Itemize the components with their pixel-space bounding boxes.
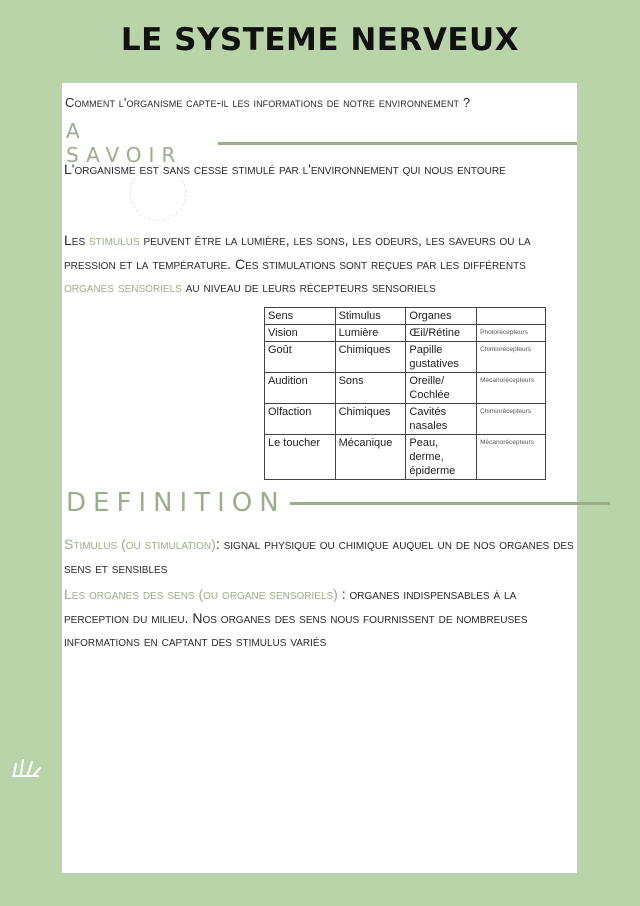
table-header-cell: Stimulus [335,308,406,325]
text-run: Les [64,232,90,248]
section-heading-definition [66,488,610,518]
table-cell: Mécanorécepteurs [477,373,546,404]
heading-rule [218,142,577,145]
text-run: au niveau de leurs récepteurs sensoriels [181,279,436,295]
table-row [265,342,546,373]
table-cell: Mécanorécepteurs [477,435,546,480]
table-cell: Chimiques [335,342,406,373]
table-cell: Chimiques [335,404,406,435]
table-cell: Photorécepteurs [477,325,546,342]
section-heading-savoir-text: A SAVOIR [66,119,183,167]
table-row [265,325,546,342]
table-header-row [265,308,546,325]
table-cell: Lumière [335,325,406,342]
definition-term: Stimulus (ou stimulation) [64,536,216,552]
table-cell: Cavités nasales [406,404,477,435]
page-title: LE SYSTEME NERVEUX [120,22,520,58]
table-cell: Oreille/ Cochlée [406,373,477,404]
paragraph-environment: L'organisme est sans cesse stimulé par l'environnement qui nous entoure [64,161,506,177]
definition-text: : organes indispensables à la perception du milieu. Nos organes des sens nous fournissent de nombreuses informations en captant des stimulus variés [64,586,528,649]
table-cell: Audition [265,373,336,404]
table-row [265,435,546,480]
text-run: peuvent être la lumière, les sons, les odeurs, les saveurs ou la pression et la température. Ces stimulations sont reçues par les différents [64,232,531,272]
senses-table [264,307,546,480]
definition-term: Les organes des sens (ou organe sensoriels) [64,586,338,602]
table-header-cell: Sens [265,308,336,325]
intro-question: Comment l'organisme capte-il les informations de notre environnement ? [65,95,471,110]
table-header-cell: Organes [406,308,477,325]
keyword-organes-sensoriels: organes sensoriels [64,279,182,295]
table-cell: Œil/Rétine [406,325,477,342]
table-cell: Mécanique [335,435,406,480]
heading-rule [290,502,610,505]
table-cell: Chimiorécepteurs [477,342,546,373]
definition-text: : signal physique ou chimique auquel un de nos organes des sens et sensibles [64,536,574,576]
content-sheet [62,83,577,873]
table-row [265,373,546,404]
table-cell: Peau, derme, épiderme [406,435,477,480]
sparkle-decoration-icon [10,754,44,780]
table-cell: Vision [265,325,336,342]
table-cell: Papille gustatives [406,342,477,373]
table-cell: Le toucher [265,435,336,480]
table-cell: Chimiorécepteurs [477,404,546,435]
keyword-stimulus: stimulus [89,232,140,248]
section-heading-definition-text: DEFINITION [66,488,286,518]
table-row [265,404,546,435]
table-cell: Goût [265,342,336,373]
table-cell: Olfaction [265,404,336,435]
table-cell: Sons [335,373,406,404]
definition-stimulus [64,533,574,580]
definition-organes [64,583,574,654]
table-header-cell [477,308,546,325]
paragraph-stimulus [64,229,574,300]
